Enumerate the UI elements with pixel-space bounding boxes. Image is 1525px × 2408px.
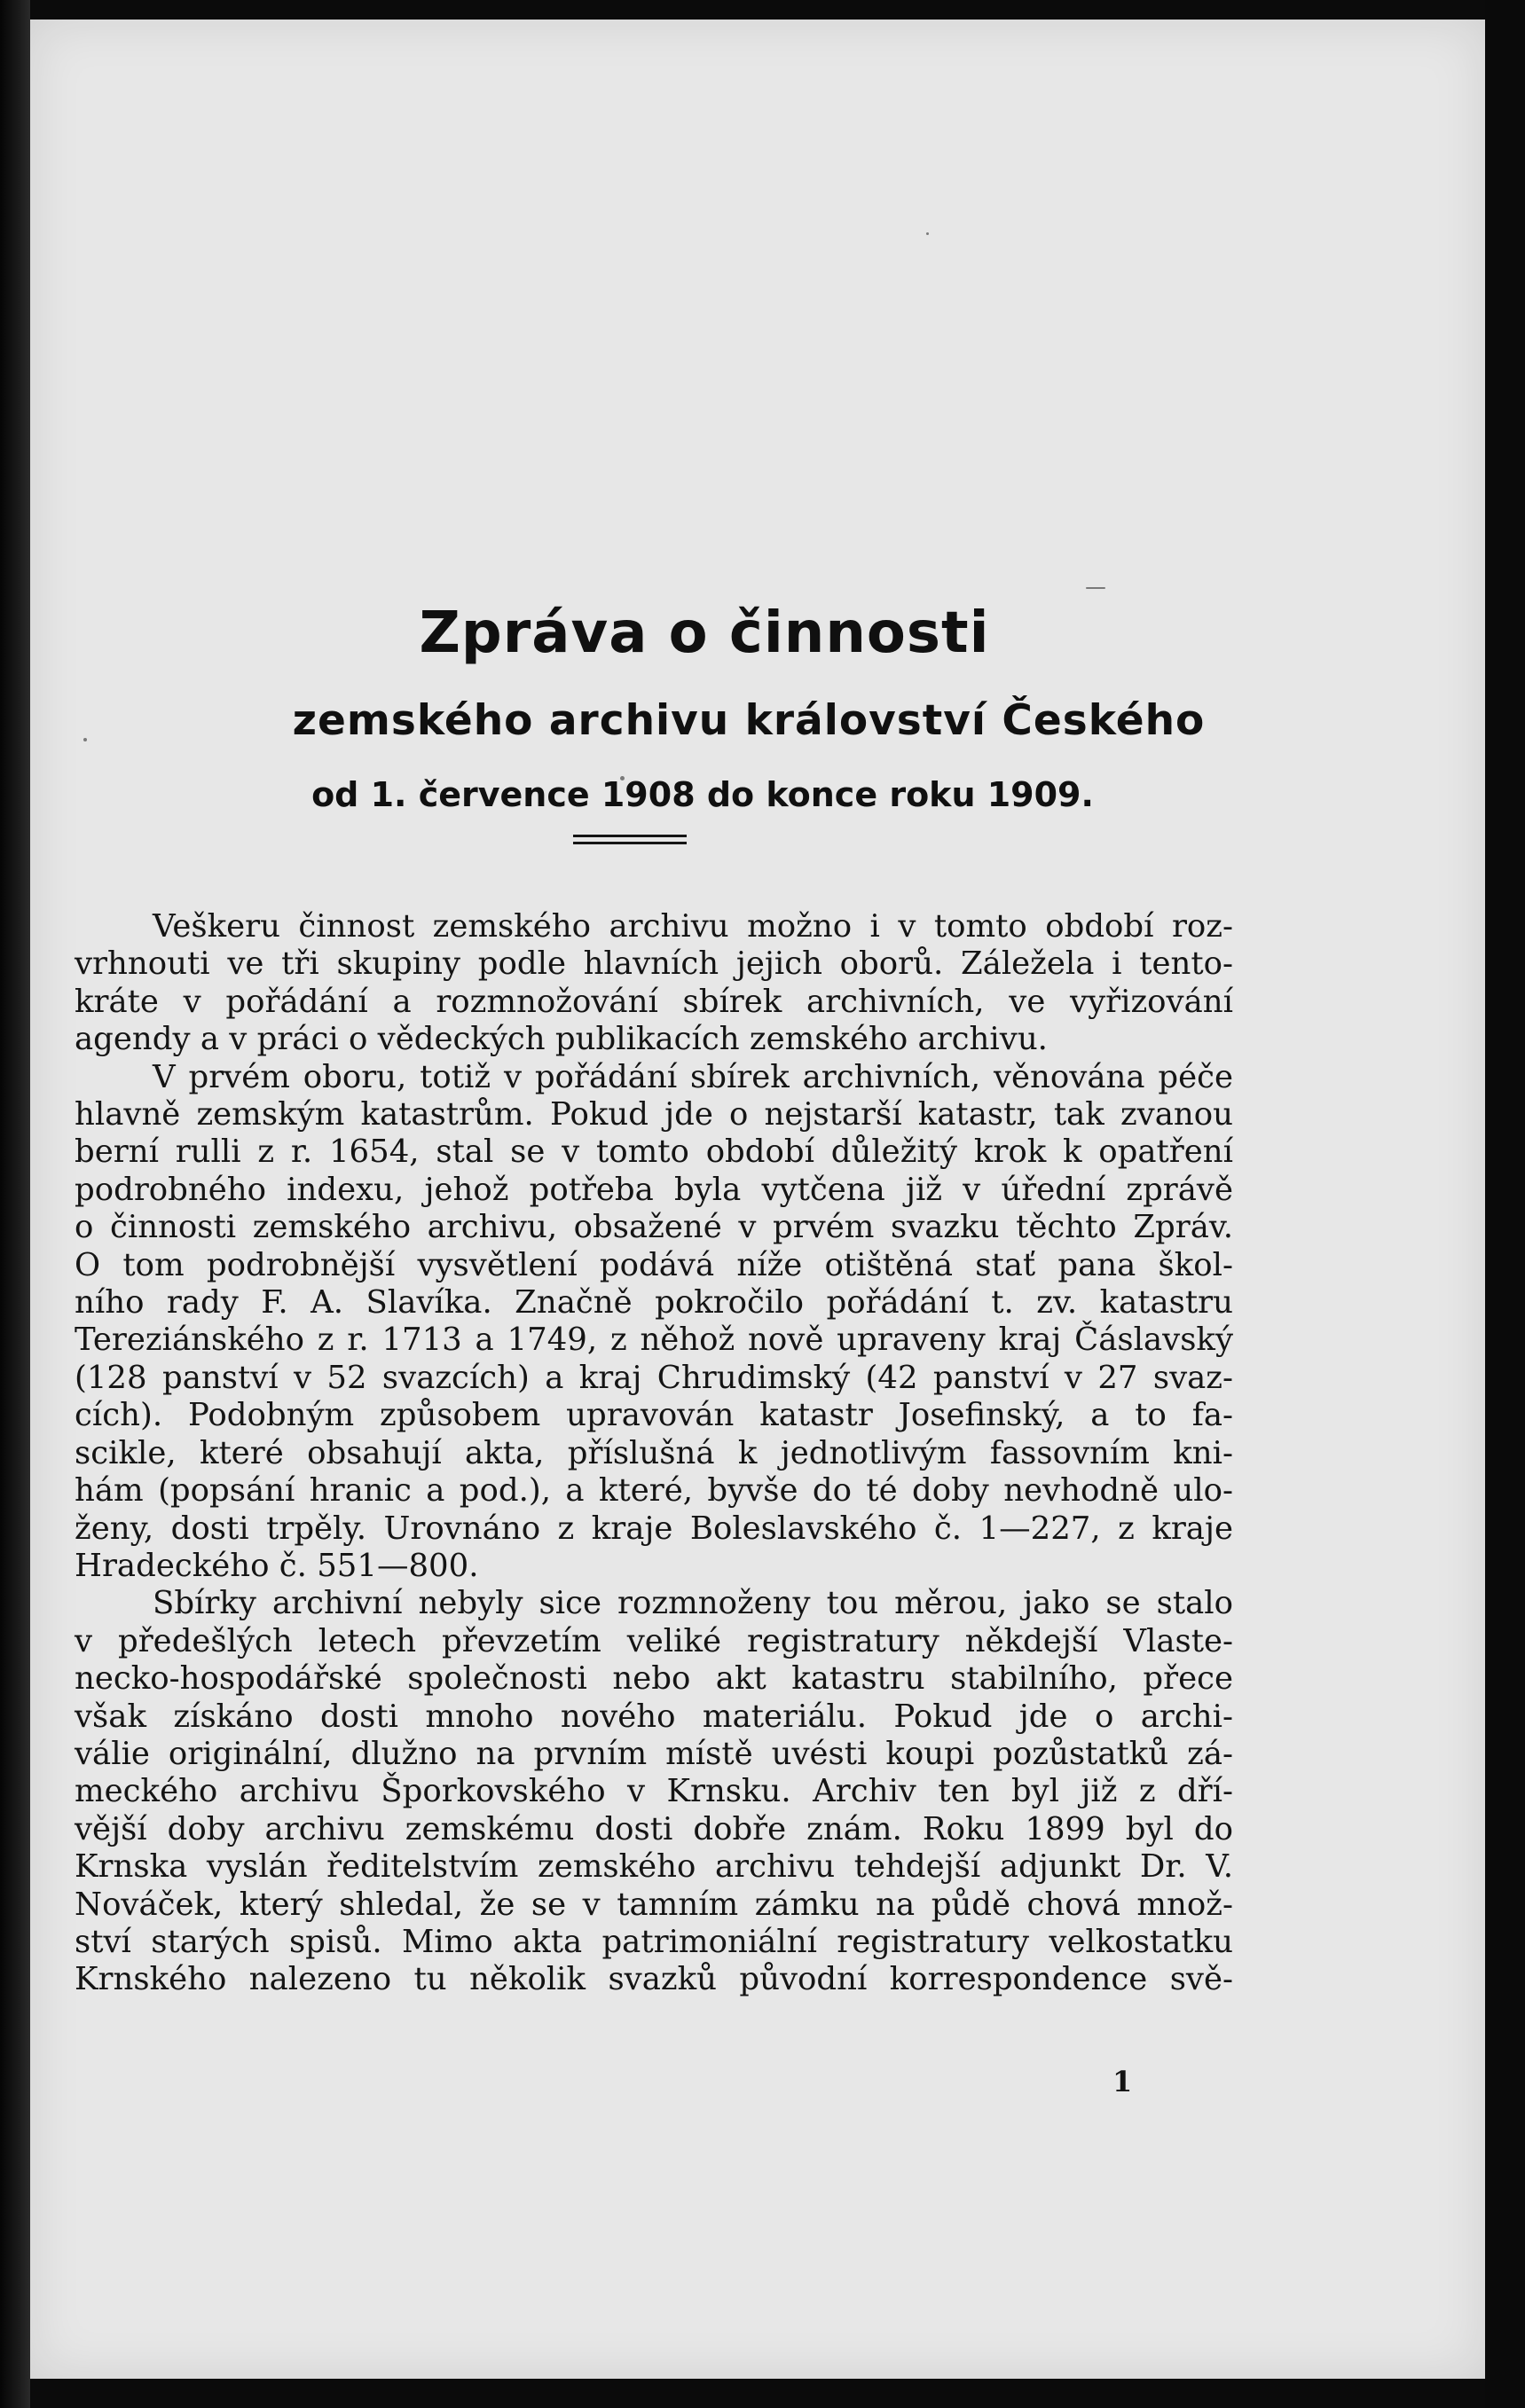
text-line: ství starých spisů. Mimo akta patrimoniální registratury velkostatku <box>75 1923 1233 1960</box>
text-line: hám (popsání hranic a pod.), a které, byvše do té doby nevhodně ulo- <box>75 1472 1233 1510</box>
paper-speck <box>1086 587 1105 589</box>
title-rule-bottom <box>573 842 687 844</box>
text-line: scikle, které obsahují akta, příslušná k jednotlivým fassovním kni- <box>75 1434 1233 1471</box>
text-line: Krnska vyslán ředitelstvím zemského archivu tehdejší adjunkt Dr. V. <box>75 1848 1233 1886</box>
text-line: Nováček, který shledal, že se v tamním zámku na půdě chová množ- <box>75 1886 1233 1923</box>
text-line: kráte v pořádání a rozmnožování sbírek archivních, ve vyřizování <box>75 983 1233 1020</box>
text-line: v předešlých letech převzetím veliké registratury někdejší Vlaste- <box>75 1622 1233 1659</box>
text-line: vrhnouti ve tři skupiny podle hlavních jejich oborů. Záležela i tento- <box>75 945 1233 983</box>
document-dates: od 1. července 1908 do konce roku 1909. <box>311 775 1094 814</box>
text-line: válie originální, dlužno na prvním místě uvésti koupi pozůstatků zá- <box>75 1735 1233 1772</box>
text-line: Tereziánského z r. 1713 a 1749, z něhož nově upraveny kraj Čáslavský <box>75 1322 1233 1359</box>
text-line: necko-hospodářské společnosti nebo akt katastru stabilního, přece <box>75 1660 1233 1698</box>
text-line: (128 panství v 52 svazcích) a kraj Chrudimský (42 panství v 27 svaz- <box>75 1359 1233 1396</box>
text-line: meckého archivu Šporkovského v Krnsku. Archiv ten byl již z dří- <box>75 1773 1233 1810</box>
page-number: 1 <box>1112 2065 1133 2098</box>
body-text <box>75 908 1233 1999</box>
text-line: hlavně zemským katastrům. Pokud jde o nejstarší katastr, tak zvanou <box>75 1096 1233 1133</box>
scan-left-edge <box>0 0 30 2408</box>
scan-right-edge <box>1485 0 1525 2408</box>
text-line: Krnského nalezeno tu několik svazků původní korrespondence svě- <box>75 1961 1233 1998</box>
text-line: berní rulli z r. 1654, stal se v tomto období důležitý krok k opatření <box>75 1133 1233 1171</box>
text-line: ního rady F. A. Slavíka. Značně pokročilo pořádání t. zv. katastru <box>75 1284 1233 1322</box>
text-line: Sbírky archivní nebyly sice rozmnoženy tou měrou, jako se stalo <box>153 1585 1233 1622</box>
text-line: Hradeckého č. 551—800. <box>75 1547 479 1584</box>
text-line: O tom podrobnější vysvětlení podává níže otištěná stať pana škol- <box>75 1246 1233 1283</box>
text-line: o činnosti zemského archivu, obsažené v prvém svazku těchto Zpráv. <box>75 1209 1233 1246</box>
text-line: V prvém oboru, totiž v pořádání sbírek archivních, věnována péče <box>153 1058 1233 1095</box>
text-line: vější doby archivu zemskému dosti dobře znám. Roku 1899 byl do <box>75 1810 1233 1847</box>
text-line: ženy, dosti trpěly. Urovnáno z kraje Boleslavského č. 1—227, z kraje <box>75 1510 1233 1547</box>
document-page <box>30 20 1485 2379</box>
paper-speck <box>926 232 929 235</box>
document-subtitle: zemského archivu království Českého <box>292 696 1206 745</box>
text-line: agendy a v práci o vědeckých publikacích zemského archivu. <box>75 1021 1048 1058</box>
text-line: cích). Podobným způsobem upravován katastr Josefinský, a to fa- <box>75 1397 1233 1434</box>
text-line: podrobného indexu, jehož potřeba byla vytčena již v úřední zprávě <box>75 1171 1233 1208</box>
text-line: však získáno dosti mnoho nového materiálu. Pokud jde o archi- <box>75 1698 1233 1735</box>
document-title: Zpráva o činnosti <box>419 600 990 666</box>
title-rule-top <box>573 835 687 837</box>
text-line: Veškeru činnost zemského archivu možno i v tomto období roz- <box>153 908 1233 945</box>
